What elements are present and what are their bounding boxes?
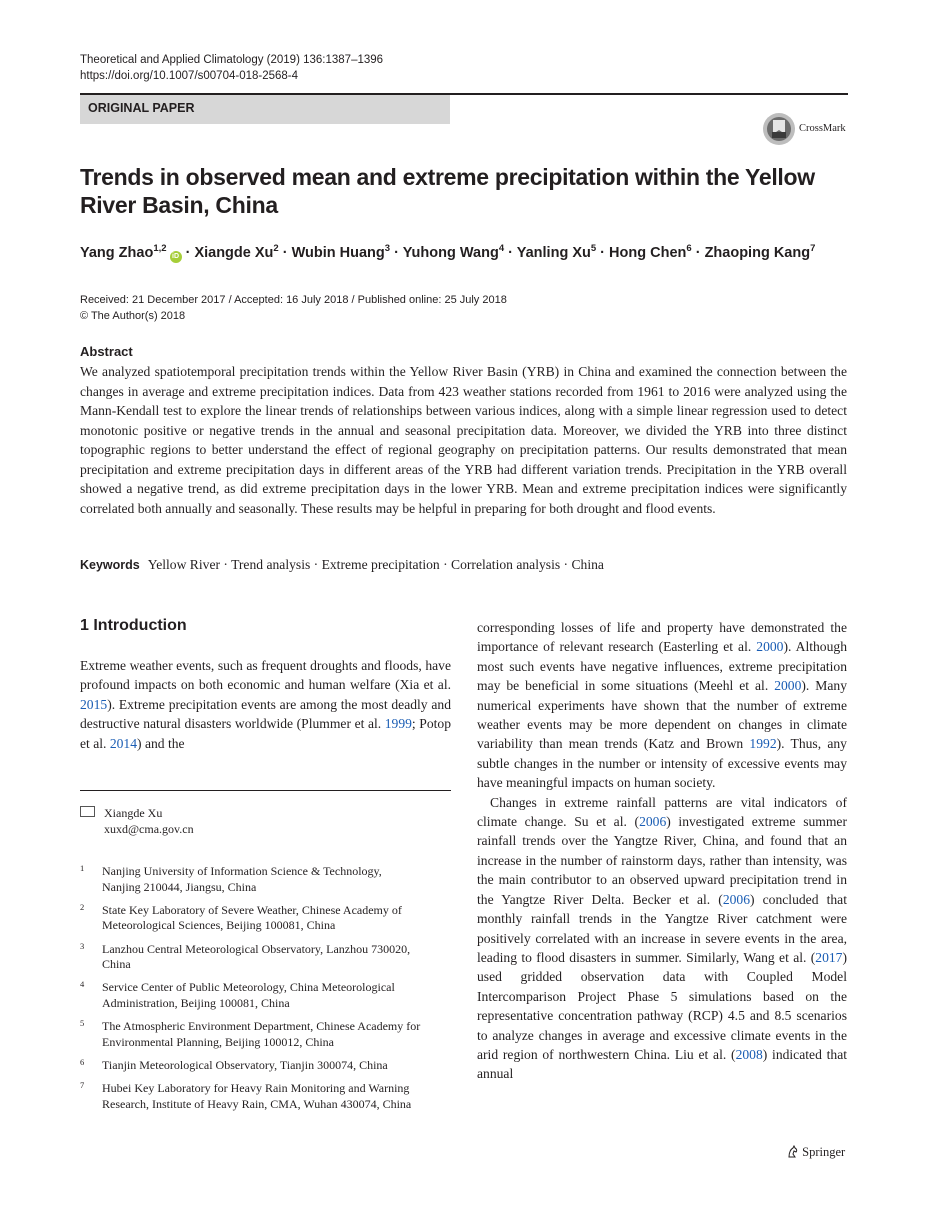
author-affiliation-marker: 6	[686, 243, 692, 254]
citation-link[interactable]: 2014	[109, 735, 138, 751]
author-name[interactable]: Yang Zhao	[80, 244, 154, 261]
affiliation-number: 4	[80, 979, 85, 990]
keywords	[80, 557, 604, 573]
doi-link[interactable]: https://doi.org/10.1007/s00704-018-2568-4	[80, 70, 299, 82]
author-separator: ·	[596, 244, 610, 261]
citation-link[interactable]: 1992	[749, 736, 777, 752]
abstract-heading: Abstract	[80, 344, 133, 359]
affiliation-item	[80, 980, 460, 1011]
affiliation-line: Lanzhou Central Meteorological Observatory, Lanzhou 730020,	[102, 941, 411, 956]
text-run: ) used gridded observation data with Coupled Model Intercomparison Project Phase 5 simulations based on the representative concentration pathway (RCP) 4.5 and 8.5 scenarios to analyze changes in average and excessive climate events in the arid region of northwestern China. Liu et al. (	[477, 949, 847, 1062]
author-separator: ·	[504, 244, 517, 261]
author-name[interactable]: Wubin Huang	[291, 244, 385, 261]
author-affiliation-marker: 2	[273, 243, 279, 254]
publication-dates	[80, 292, 507, 324]
text-run: ) concluded that monthly rainfall trends in the Yangtze River catchment were positively correlated with an increase in severe events in the area, leading to flood disasters in summer. Similarly, Wang et al. (	[477, 891, 847, 965]
author-separator: ·	[181, 244, 195, 261]
affiliation-line: China	[102, 957, 131, 972]
crossmark-icon	[762, 112, 796, 146]
affiliation-item	[80, 1058, 460, 1074]
affiliation-line: Administration, Beijing 100081, China	[102, 995, 290, 1010]
affiliation-number: 2	[80, 901, 85, 912]
author-separator: ·	[691, 244, 705, 261]
intro-left-column	[80, 656, 451, 753]
envelope-icon	[80, 806, 95, 817]
author-list	[80, 243, 860, 263]
text-run: ). Thus, any subtle changes in the number or intensity of excessive events may have meaningful impacts on human society.	[477, 736, 847, 791]
affiliation-number: 5	[80, 1018, 85, 1029]
author-affiliation-marker: 5	[590, 243, 597, 254]
text-run: ) investigated extreme summer rainfall trends over the Yangtze River, China, and found that an increase in the number of rainstorm days, rather than intensity, was the main contributor to an observed upward precipitation trend in the Yangtze River Delta. Becker et al. (	[477, 814, 847, 907]
author-affiliation-marker: 7	[810, 243, 816, 254]
author-name[interactable]: Hong Chen	[609, 244, 687, 261]
article-type-label: ORIGINAL PAPER	[88, 101, 195, 115]
intro-paragraph-1	[80, 656, 451, 753]
citation-link[interactable]: 2000	[756, 639, 784, 655]
affiliation-line: State Key Laboratory of Severe Weather, Chinese Academy of	[102, 902, 402, 917]
affiliation-line: Nanjing University of Information Science & Technology,	[102, 864, 382, 878]
text-run: Changes in extreme rainfall patterns are vital indicators of climate change. Su et al. (	[477, 794, 847, 830]
corresponding-author-name: Xiangde Xu	[104, 806, 163, 820]
citation-link[interactable]: 2000	[774, 678, 802, 694]
affiliation-line: Hubei Key Laboratory for Heavy Rain Monitoring and Warning	[102, 1081, 410, 1096]
author-name[interactable]: Yanling Xu	[516, 244, 591, 261]
orcid-icon[interactable]: iD	[170, 251, 182, 263]
affiliation-item	[80, 1081, 460, 1112]
footnote-rule	[80, 790, 451, 791]
crossmark-label: CrossMark	[799, 123, 846, 134]
article-type-banner	[80, 95, 450, 124]
affiliation-item	[80, 1019, 460, 1050]
affiliation-item	[80, 903, 460, 934]
text-run: ) indicated that annual	[477, 1046, 848, 1082]
affiliation-line: Meteorological Sciences, Beijing 100081, China	[102, 918, 336, 933]
text-run: ). Many numerical experiments have shown that the number of extreme weather events may be more dependent on changes in climate variability than mean trends (Katz and Brown	[477, 678, 847, 752]
journal-citation: Theoretical and Applied Climatology (2019) 136:1387–1396	[80, 54, 384, 66]
text-run: Extreme weather events, such as frequent droughts and floods, have profound impacts on both economic and human welfare (Xia et al.	[80, 658, 451, 693]
text-run: ; Potop et al.	[80, 716, 451, 751]
author-separator: ·	[278, 244, 292, 261]
text-run: ). Extreme precipitation events are among the most deadly and destructive natural disasters worldwide (Plummer et al.	[80, 696, 451, 732]
publisher-logo	[787, 1145, 845, 1160]
author-affiliation-marker: 3	[384, 243, 391, 254]
citation-link[interactable]: 2015	[80, 696, 108, 712]
author-name[interactable]: Yuhong Wang	[402, 244, 499, 261]
affiliation-line: Nanjing 210044, Jiangsu, China	[102, 879, 257, 894]
affiliation-line: Environmental Planning, Beijing 100012, China	[102, 1034, 334, 1049]
author-name[interactable]: Xiangde Xu	[194, 244, 274, 261]
corresponding-author-email[interactable]: xuxd@cma.gov.cn	[104, 822, 194, 836]
affiliation-line: Service Center of Public Meteorology, China Meteorological	[102, 980, 395, 995]
affiliation-line: Research, Institute of Heavy Rain, CMA, Wuhan 430074, China	[102, 1096, 412, 1111]
text-run: ). Although most such events have negative influences, extreme precipitation may be beneficial in some situations (Meehl et al.	[477, 639, 847, 694]
citation-link[interactable]: 1999	[384, 716, 412, 732]
affiliation-list	[80, 864, 460, 1120]
author-separator: ·	[390, 244, 403, 261]
citation-link[interactable]: 2006	[639, 814, 667, 830]
author-affiliation-marker: 4	[498, 243, 505, 254]
keywords-list: Yellow River · Trend analysis · Extreme precipitation · Correlation analysis · China	[147, 557, 604, 572]
intro-paragraph-2	[477, 793, 847, 1084]
affiliation-line: Tianjin Meteorological Observatory, Tianjin 300074, China	[102, 1057, 388, 1072]
author-affiliation-marker: 1,2	[153, 243, 167, 254]
citation-link[interactable]: 2008	[735, 1046, 763, 1062]
affiliation-number: 7	[80, 1080, 85, 1091]
publisher-name: Springer	[802, 1145, 846, 1159]
affiliation-line: The Atmospheric Environment Department, Chinese Academy for	[102, 1019, 421, 1034]
abstract-text: We analyzed spatiotemporal precipitation trends within the Yellow River Basin (YRB) in China and examined the connection between the changes in average and extreme precipitation indices. Data from 423 weather stations recorded from 1961 to 2016 were analyzed using the Mann-Kendall test to explore the linear trends of relationships between various indices, along with a simple linear regression used to detect monotonic positive or negative trends in the annual and seasonal precipitation data. Moreover, we divided the YRB into three distinct topographic regions to better understand the effect of regional geography on precipitation patterns. Our results demonstrated that mean precipitation and extreme precipitation days in different areas of the YRB had different variation trends. Precipitation in the YRB overall showed a negative trend, as did extreme precipitation days in the lower YRB. Mean and extreme precipitation indices were significantly correlated both annually and seasonally. These results may be helpful in preparing for both drought and flood events.	[80, 364, 847, 516]
affiliation-item	[80, 942, 460, 973]
section-heading-introduction: 1 Introduction	[80, 617, 187, 634]
journal-header	[80, 52, 383, 84]
text-run: corresponding losses of life and property have demonstrated the importance of relevant research (Easterling et al.	[477, 620, 847, 655]
paper-title: Trends in observed mean and extreme precipitation within the Yellow River Basin, China	[80, 164, 815, 218]
affiliation-number: 6	[80, 1056, 85, 1067]
author-name[interactable]: Zhaoping Kang	[704, 244, 811, 261]
intro-paragraph-continued	[477, 618, 847, 793]
affiliation-number: 1	[80, 863, 85, 873]
text-run: ) and the	[137, 735, 185, 751]
affiliation-number: 3	[80, 940, 85, 951]
crossmark-badge[interactable]	[762, 112, 852, 146]
keywords-label: Keywords	[80, 558, 140, 572]
citation-link[interactable]: 2006	[722, 891, 751, 907]
springer-horse-icon	[787, 1145, 799, 1158]
copyright-line: © The Author(s) 2018	[80, 310, 186, 322]
intro-right-column	[477, 618, 847, 1084]
affiliation-item	[80, 864, 460, 895]
citation-link[interactable]: 2017	[815, 949, 843, 965]
dates-line: Received: 21 December 2017 / Accepted: 16 July 2018 / Published online: 25 July 2018	[80, 294, 507, 306]
